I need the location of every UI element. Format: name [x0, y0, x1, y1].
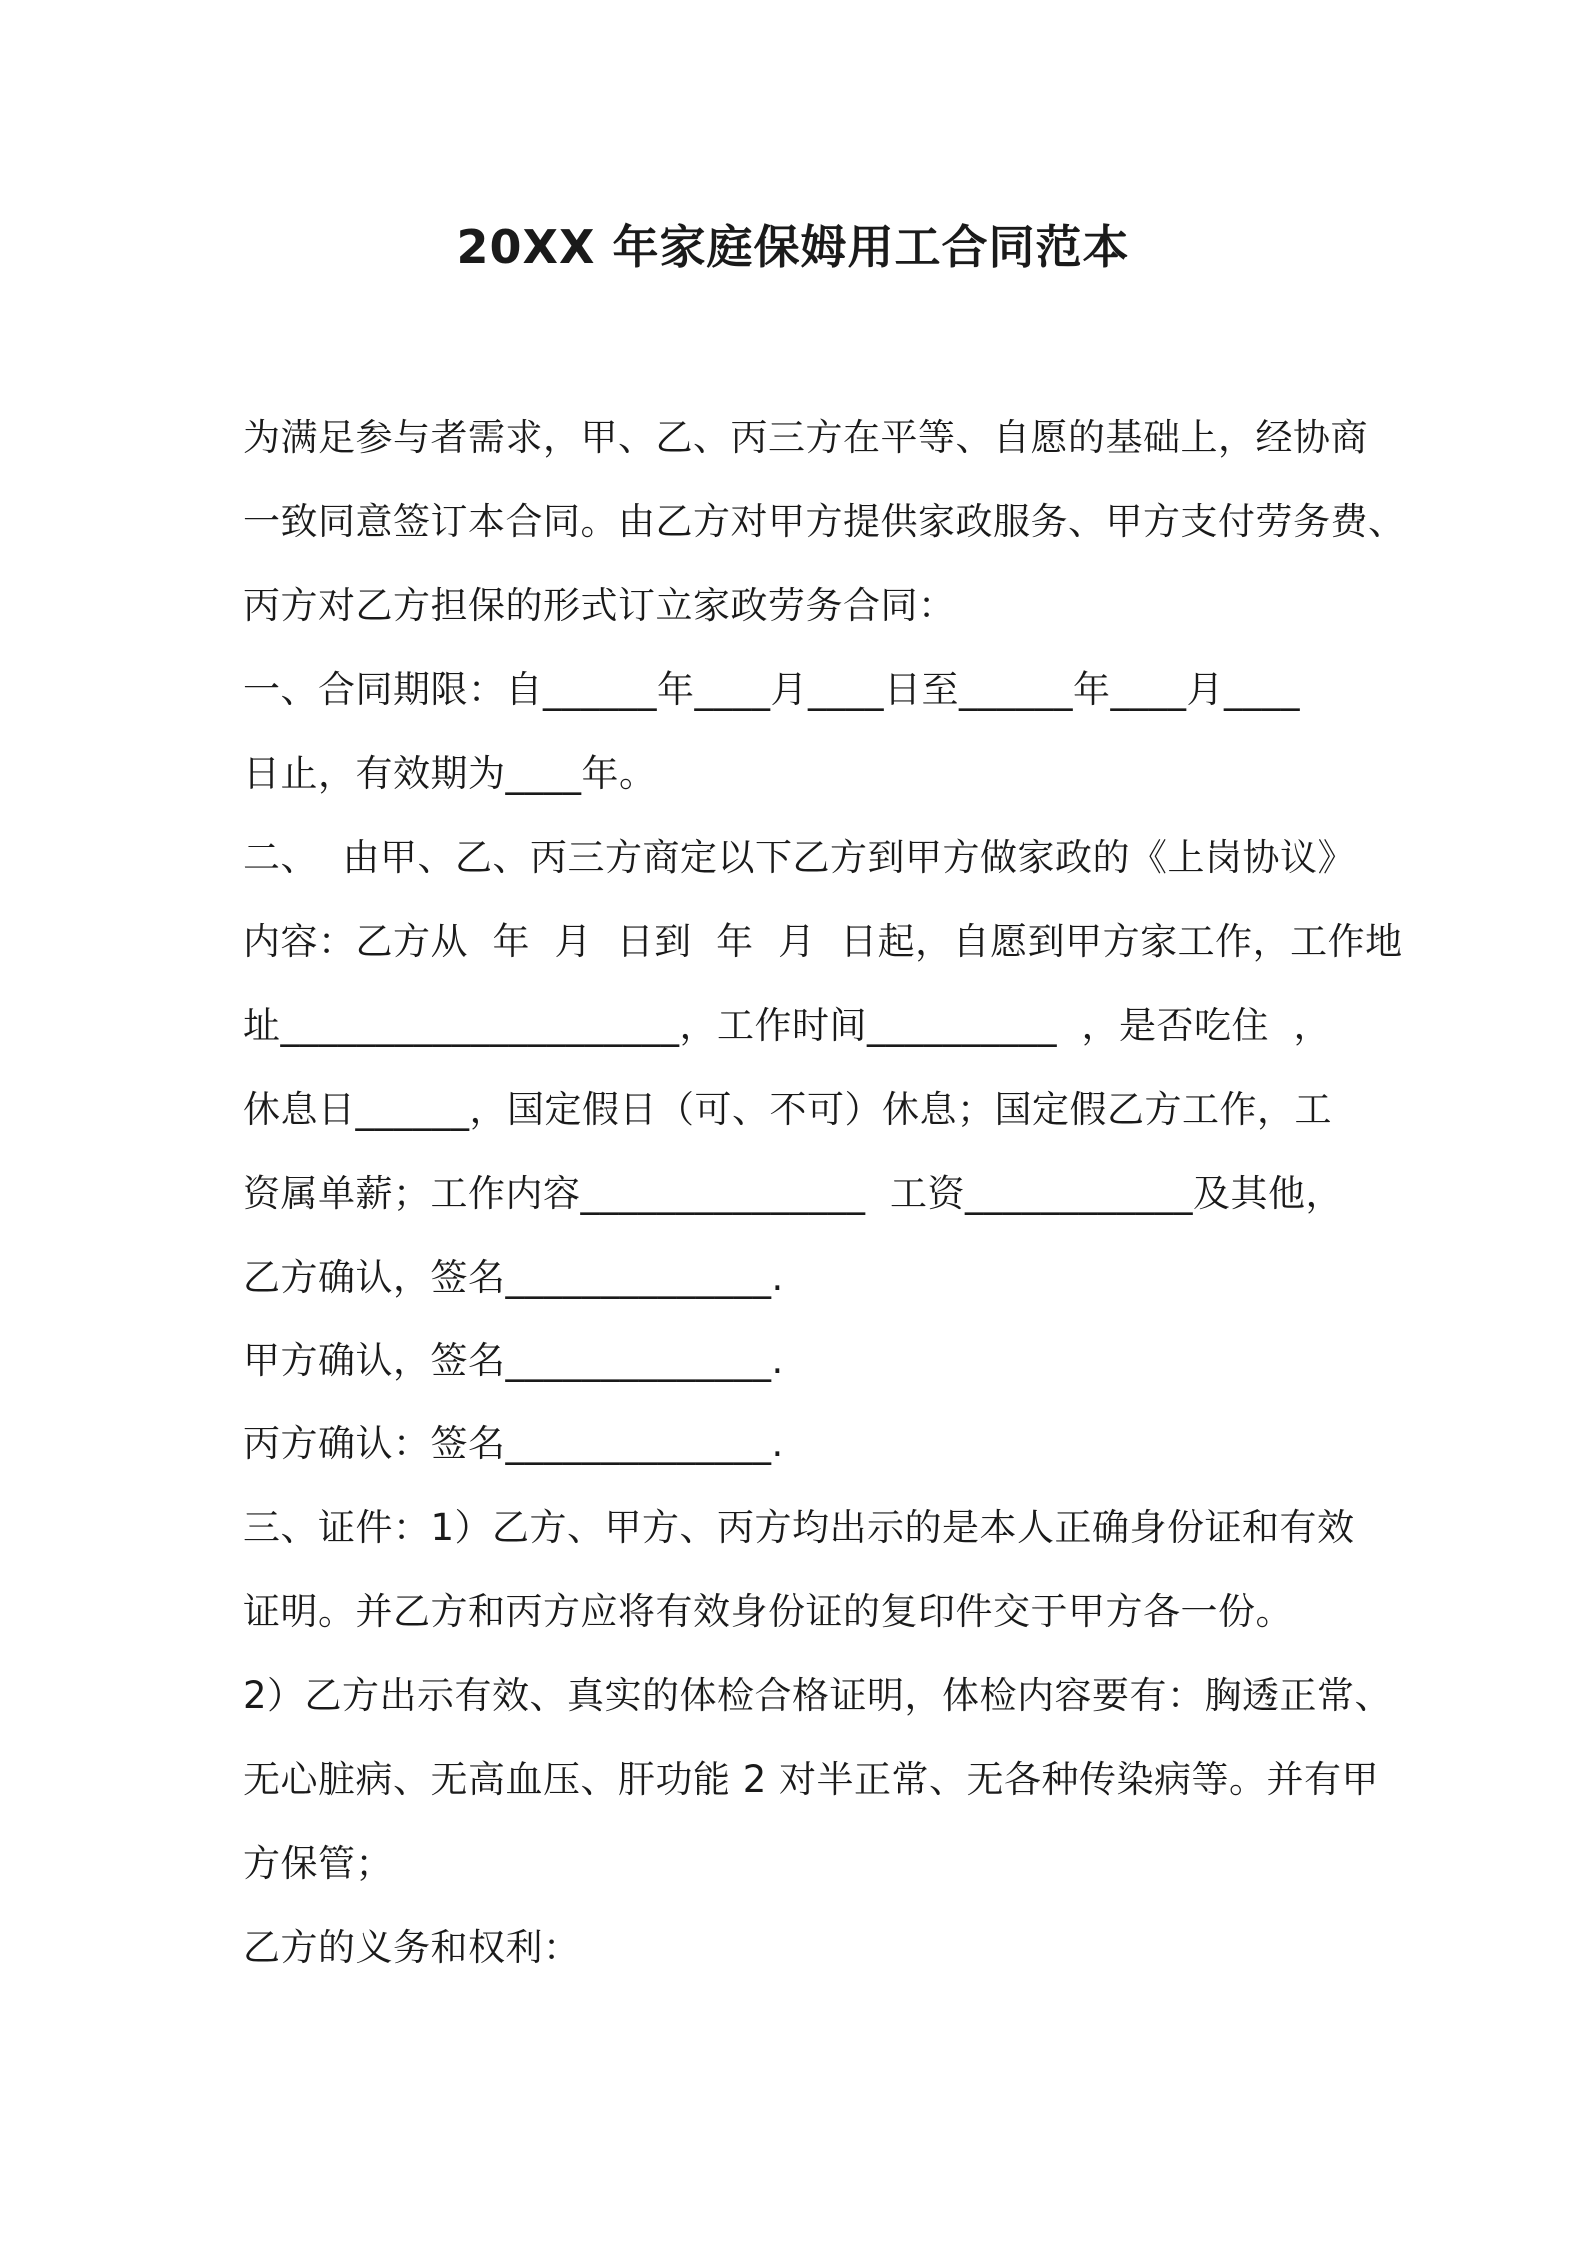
paragraph-line: 休息日______，国定假日（可、不可）休息；国定假乙方工作，工 [243, 1088, 1332, 1131]
signature-line: 甲方确认，签名______________. [243, 1339, 784, 1382]
paragraph-line: 无心脏病、无高血压、肝功能 2 对半正常、无各种传染病等。并有甲 [243, 1758, 1380, 1801]
section-heading: 乙方的义务和权利： [243, 1926, 581, 1969]
paragraph-line: 一、合同期限：自______年____月____日至______年____月____ [243, 668, 1300, 711]
paragraph-line: 方保管； [243, 1842, 393, 1885]
paragraph-line: 址_____________________，工作时间__________ ，是否吃住 ， [243, 1004, 1332, 1047]
paragraph-line: 证明。并乙方和丙方应将有效身份证的复印件交于甲方各一份。 [243, 1590, 1293, 1633]
paragraph-line: 丙方对乙方担保的形式订立家政劳务合同： [243, 584, 956, 627]
paragraph-line: 内容：乙方从 年 月 日到 年 月 日起，自愿到甲方家工作，工作地 [243, 920, 1403, 963]
paragraph-line: 2）乙方出示有效、真实的体检合格证明，体检内容要有：胸透正常、 [243, 1674, 1393, 1717]
signature-line: 乙方确认，签名______________. [243, 1256, 784, 1299]
document-title: 20XX 年家庭保姆用工合同范本 [456, 220, 1130, 274]
paragraph-line: 日止，有效期为____年。 [243, 752, 657, 795]
paragraph-line: 二、 由甲、乙、丙三方商定以下乙方到甲方做家政的《上岗协议》 [243, 836, 1356, 879]
paragraph-line: 三、证件：1）乙方、甲方、丙方均出示的是本人正确身份证和有效 [243, 1506, 1355, 1549]
paragraph-line: 为满足参与者需求，甲、乙、丙三方在平等、自愿的基础上，经协商 [243, 416, 1368, 459]
paragraph-line: 资属单薪；工作内容_______________ 工资____________及其他， [243, 1172, 1344, 1215]
paragraph-line: 一致同意签订本合同。由乙方对甲方提供家政服务、甲方支付劳务费、 [243, 500, 1406, 543]
signature-line: 丙方确认：签名______________. [243, 1422, 784, 1465]
